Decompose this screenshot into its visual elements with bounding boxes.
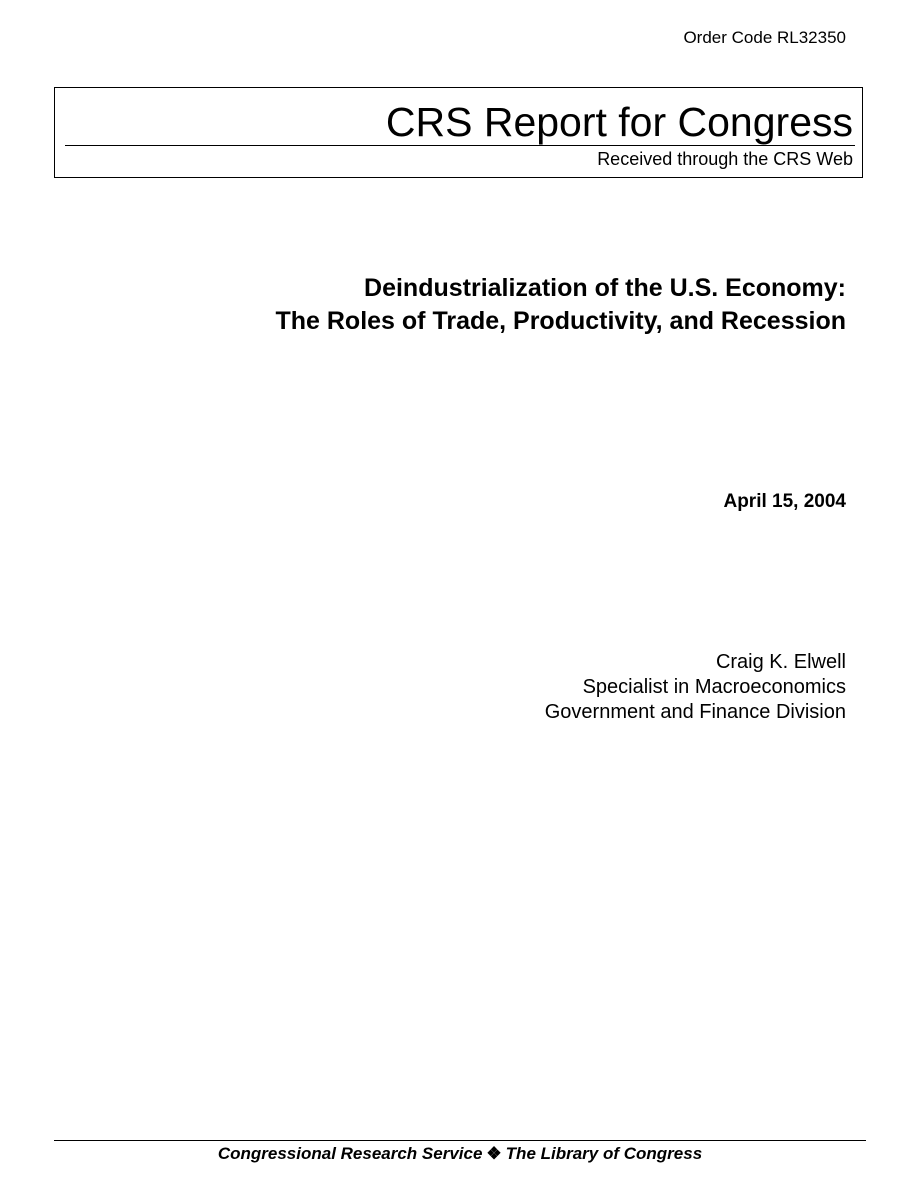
author-division: Government and Finance Division — [544, 701, 846, 723]
author-position: Specialist in Macroeconomics — [582, 676, 846, 698]
header-subtitle: Received through the CRS Web — [597, 149, 853, 169]
footer — [0, 1143, 920, 1165]
report-date: April 15, 2004 — [723, 491, 846, 512]
order-code: Order Code RL32350 — [683, 28, 846, 47]
author-block — [545, 650, 846, 725]
footer-library: The Library of Congress — [505, 1144, 703, 1163]
footer-divider — [54, 1140, 866, 1141]
diamond-icon: ❖ — [486, 1144, 502, 1163]
report-title-line-1: Deindustrialization of the U.S. Economy: — [364, 274, 846, 302]
report-title-line-2: The Roles of Trade, Productivity, and Recession — [275, 307, 846, 335]
header-divider — [65, 145, 855, 146]
header-title: CRS Report for Congress — [385, 99, 853, 145]
author-name: Craig K. Elwell — [715, 651, 846, 673]
report-title — [275, 272, 846, 338]
report-header-box — [54, 87, 863, 178]
footer-organization: Congressional Research Service — [217, 1144, 483, 1163]
